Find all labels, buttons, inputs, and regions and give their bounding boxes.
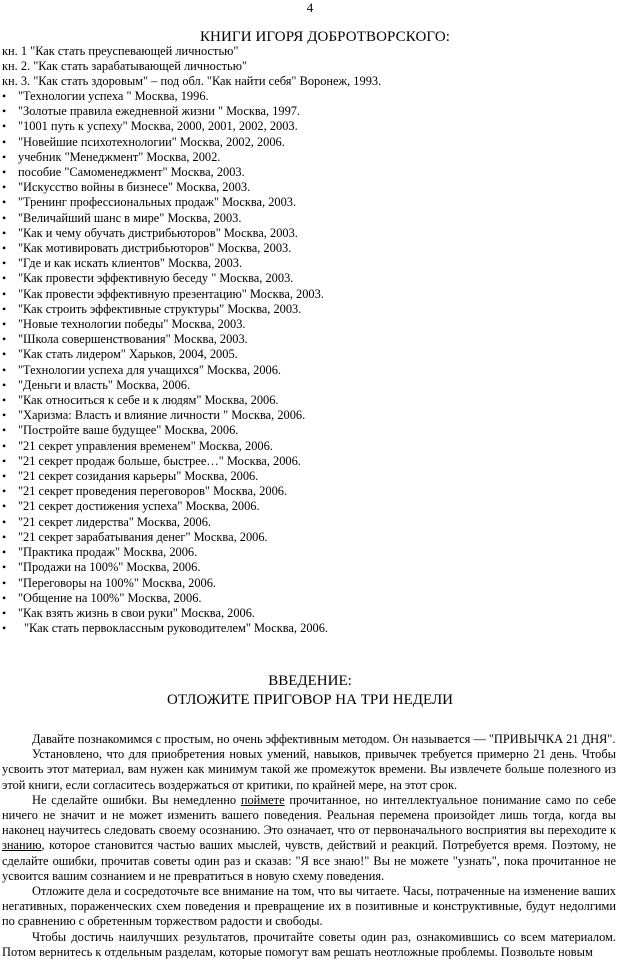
book-list-item: • "Школа совершенствования" Москва, 2003.: [0, 332, 328, 347]
book-list-item: • "21 секрет достижения успеха" Москва, 2006.: [0, 499, 328, 514]
book-list-item: • "Харизма: Власть и влияние личности " Москва, 2006.: [0, 408, 328, 423]
text-run: , которое становится частью ваших мыслей, чувств, действий и реакций. Потребуется время. Поэтому, не сделайте ошибки, прочитав советы один раз и сказав: "Я все знаю!" Вы не можете "узнать", пока прочитанное не усвоится вашим сознанием и не превратиться в новую схему поведения.: [2, 838, 616, 883]
book-list-item: • "Практика продаж" Москва, 2006.: [0, 545, 328, 560]
book-list-item: • "Новые технологии победы" Москва, 2003.: [0, 317, 328, 332]
paragraph: [2, 793, 616, 884]
section-heading: ВВЕДЕНИЕ:: [268, 673, 352, 689]
book-list-item: • "Золотые правила ежедневной жизни " Москва, 1997.: [0, 104, 328, 119]
book-list-item: • "Величайший шанс в мире" Москва, 2003.: [0, 211, 328, 226]
book-list-item: • "Как провести эффективную презентацию" Москва, 2003.: [0, 287, 328, 302]
book-list-item: • "21 секрет созидания карьеры" Москва, 2006.: [0, 469, 328, 484]
book-list-item: • учебник "Менеджмент" Москва, 2002.: [0, 150, 328, 165]
text-run: Не сделайте ошибки. Вы немедленно: [32, 792, 241, 807]
book-list-item: • "Общение на 100%" Москва, 2006.: [0, 591, 328, 606]
book-list-item: • "Как относиться к себе и к людям" Москва, 2006.: [0, 393, 328, 408]
paragraph: Установлено, что для приобретения новых умений, навыков, привычек требуется примерно 21 день. Чтобы усвоить этот материал, вам нужен как минимум такой же промежуток времени. Вы извлечете больше полезного из этой книги, если согласитесь воздержаться от критики, по крайней мере, на этот срок.: [2, 747, 616, 792]
book-list-item: • "Технологии успеха для учащихся" Москва, 2006.: [0, 363, 328, 378]
volume-list: [2, 44, 381, 89]
book-list-item: • "Как провести эффективную беседу " Москва, 2003.: [0, 271, 328, 286]
book-list-item: • "Как мотивировать дистрибьюторов" Москва, 2003.: [0, 241, 328, 256]
section-subheading: ОТЛОЖИТЕ ПРИГОВОР НА ТРИ НЕДЕЛИ: [167, 692, 453, 708]
underlined-word: знанию: [2, 838, 42, 853]
underlined-word: поймете: [240, 792, 285, 807]
book-list-item: • "Как взять жизнь в свои руки" Москва, 2006.: [0, 606, 328, 621]
volume-line: кн. 3. "Как стать здоровым" – под обл. "Как найти себя" Воронеж, 1993.: [2, 74, 382, 88]
book-list-item: • "21 секрет управления временем" Москва, 2006.: [0, 439, 328, 454]
paragraph: Чтобы достичь наилучших результатов, прочитайте советы один раз, ознакомившись со всем материалом. Потом вернитесь к отдельным разделам, которые помогут вам решать неотложные проблемы. Позвольте новым: [2, 929, 616, 959]
book-list-item: • "21 секрет проведения переговоров" Москва, 2006.: [0, 484, 328, 499]
book-list-item: • "Как и чему обучать дистрибьюторов" Москва, 2003.: [0, 226, 328, 241]
body-text: [2, 732, 616, 960]
book-list-item: • "21 секрет продаж больше, быстрее…" Москва, 2006.: [0, 454, 328, 469]
book-list-item: • "21 секрет лидерства" Москва, 2006.: [0, 515, 328, 530]
book-list-item: • "Продажи на 100%" Москва, 2006.: [0, 560, 328, 575]
book-list-item: • пособие "Самоменеджмент" Москва, 2003.: [0, 165, 328, 180]
page-number: 4: [306, 0, 314, 15]
books-title: КНИГИ ИГОРЯ ДОБРОТВОРСКОГО:: [199, 29, 451, 45]
book-list-item: • "1001 путь к успеху" Москва, 2000, 2001, 2002, 2003.: [0, 119, 328, 134]
book-list-item: • "Где и как искать клиентов" Москва, 2003.: [0, 256, 328, 271]
book-list-item: • "Тренинг профессиональных продаж" Москва, 2003.: [0, 195, 328, 210]
text-run: прочитанное, но интеллектуальное понимание само по себе ничего не значит и не может изменить вашего поведения. Реальная перемена произойдет лишь тогда, когда вы наконец научитесь следовать своему осознанию. Это означает, что от первоначального восприятия вы переходите к: [2, 792, 617, 838]
volume-line: кн. 2. "Как стать зарабатывающей личностью": [2, 59, 248, 73]
book-list-item: • "21 секрет зарабатывания денег" Москва, 2006.: [0, 530, 328, 545]
paragraph: Давайте познакомимся с простым, но очень эффективным методом. Он называется — "ПРИВЫЧКА 21 ДНЯ".: [32, 732, 616, 746]
book-list: [0, 89, 328, 636]
book-list-item: • "Постройте ваше будущее" Москва, 2006.: [0, 423, 328, 438]
book-list-item: • "Деньги и власть" Москва, 2006.: [0, 378, 328, 393]
volume-line: кн. 1 "Как стать преуспевающей личностью": [2, 44, 239, 58]
book-list-item: • "Переговоры на 100%" Москва, 2006.: [0, 576, 328, 591]
paragraph: Отложите дела и сосредоточьте все внимание на том, что вы читаете. Часы, потраченные на изменение ваших негативных, пораженческих схем поведения и превращение их в позитивные и конструктивные, будут недолгими по сравнению с обретенным торжеством радости и свободы.: [2, 884, 616, 929]
book-list-item: • "Как стать лидером" Харьков, 2004, 2005.: [0, 347, 328, 362]
book-list-item: • "Как стать первоклассным руководителем" Москва, 2006.: [0, 621, 328, 636]
book-list-item: • "Как строить эффективные структуры" Москва, 2003.: [0, 302, 328, 317]
book-list-item: • "Новейшие психотехнологии" Москва, 2002, 2006.: [0, 135, 328, 150]
book-list-item: • "Технологии успеха " Москва, 1996.: [0, 89, 328, 104]
book-list-item: • "Искусство войны в бизнесе" Москва, 2003.: [0, 180, 328, 195]
